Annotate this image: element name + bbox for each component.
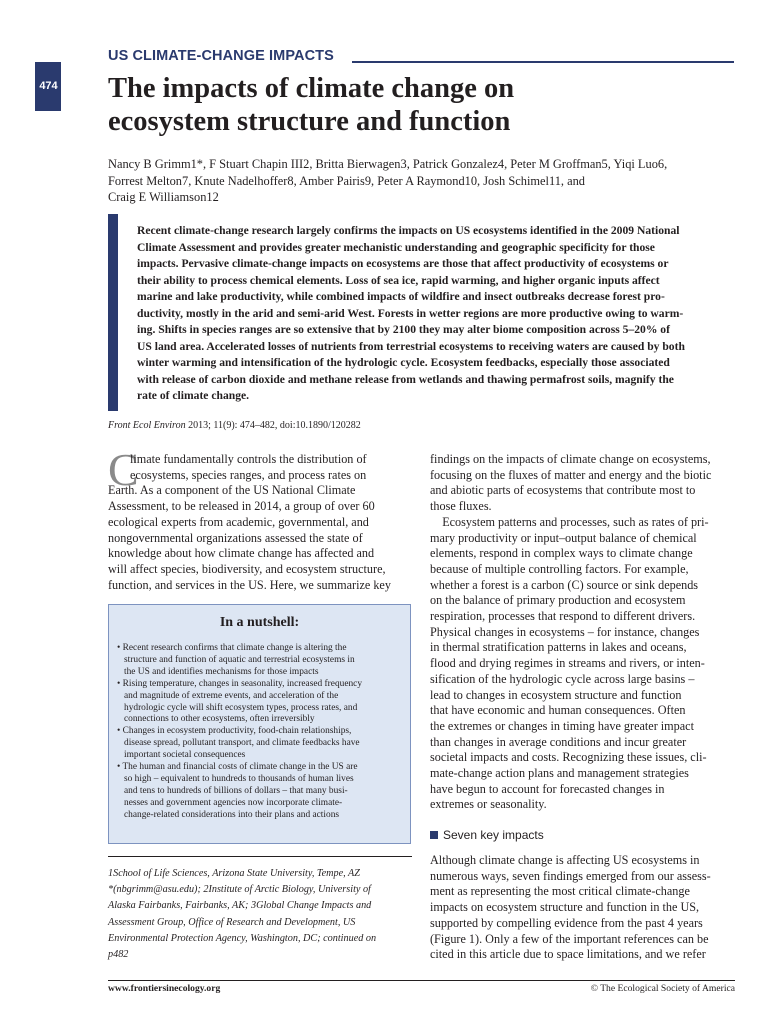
square-bullet-icon	[430, 831, 438, 839]
section-label: US CLIMATE-CHANGE IMPACTS	[108, 48, 334, 64]
body-line: cited in this article due to space limitations, and we refer	[430, 947, 706, 962]
body-line: extremes or seasonality.	[430, 797, 547, 812]
body-line: Earth. As a component of the US National Climate	[108, 483, 356, 498]
body-line: ecosystems, species ranges, and process rates on	[130, 467, 367, 482]
header-rule	[352, 61, 734, 63]
body-line: ment as representing the most critical climate-change	[430, 884, 690, 899]
nutshell-line: connections to other ecosystems, often irreversibly	[124, 714, 315, 725]
nutshell-line: • The human and financial costs of climate change in the US are	[117, 762, 358, 773]
abstract-line: Recent climate-change research largely confirms the impacts on US ecosystems identified in the 2009 National	[137, 224, 680, 237]
nutshell-line: change-related considerations into their plans and actions	[124, 809, 340, 820]
abstract-bar	[108, 214, 118, 411]
body-line: mate-change action plans and management strategies	[430, 766, 689, 781]
body-line: function, and services in the US. Here, we summarize key	[108, 577, 391, 592]
affiliation-line: p482	[108, 949, 129, 961]
abstract-line: Climate Assessment and provides greater mechanistic understanding and geographic specificity for those	[137, 240, 655, 254]
abstract-line: impacts. Pervasive climate-change impacts on ecosystems are those that affect productivity of ecosystems or	[137, 257, 669, 270]
body-line: findings on the impacts of climate change on ecosystems,	[430, 452, 711, 466]
footer-website-link[interactable]: www.frontiersinecology.org	[108, 983, 221, 994]
nutshell-line: • Rising temperature, changes in seasonality, increased frequency	[117, 678, 363, 689]
nutshell-box	[108, 604, 411, 844]
body-line: Physical changes in ecosystems – for instance, changes	[430, 624, 700, 639]
body-line: than changes in average conditions and incur greater	[430, 734, 687, 749]
abstract-line: ing. Shifts in species ranges are so extensive that by 2100 they may alter biome composition across 5–20% of	[137, 323, 670, 336]
affiliation-line: 1School of Life Sciences, Arizona State University, Tempe, AZ	[108, 868, 360, 879]
page-number: 474	[39, 80, 58, 92]
citation-details: 2013; 11(9): 474–482, doi:10.1890/120282	[185, 420, 361, 431]
body-line: have begun to account for forecasted changes in	[430, 781, 665, 796]
section-heading	[430, 828, 544, 842]
title-line: The impacts of climate change on	[108, 73, 515, 104]
abstract-line: marine and lake productivity, while combined impacts of wildfire and insect outbreaks decrease forest pro-	[137, 290, 665, 303]
body-line: supported by compelling evidence from the past 4 years	[430, 915, 703, 930]
abstract-line: ductivity, mostly in the arid and semi-arid West. Forests in wetter regions are more productive owing to warm-	[137, 306, 684, 320]
nutshell-line: so high – equivalent to hundreds to thousands of human lives	[124, 773, 354, 784]
section-heading-text: Seven key impacts	[443, 828, 544, 842]
nutshell-list	[117, 643, 407, 822]
body-line: and abiotic parts of ecosystems that contribute most to	[430, 483, 696, 498]
body-line: Ecosystem patterns and processes, such as rates of pri-	[430, 514, 709, 529]
body-line: those fluxes.	[430, 499, 492, 514]
body-line: flood and drying regimes in streams and rivers, or inten-	[430, 656, 705, 671]
body-line: in thermal stratification patterns in lakes and oceans,	[430, 640, 687, 655]
body-line: elements, respond in complex ways to climate change	[430, 546, 693, 561]
abstract-line: their ability to process chemical elements. Loss of sea ice, rapid warming, and higher organic inputs affect	[137, 273, 660, 287]
body-line: lead to changes in ecosystem structure and function	[430, 687, 682, 702]
body-line: on the balance of primary production and ecosystem	[430, 593, 686, 608]
body-line: focusing on the fluxes of matter and energy and the biotic	[430, 467, 712, 482]
abstract-line: winter warming and intensification of the hydrologic cycle. Ecosystem feedbacks, especially those associated	[137, 356, 670, 369]
nutshell-line: • Changes in ecosystem productivity, food-chain relationships,	[117, 726, 352, 737]
nutshell-line: and tens to hundreds of billions of dollars – that many busi-	[124, 785, 348, 796]
left-column-text	[108, 444, 412, 593]
citation	[108, 420, 361, 431]
body-line: impacts on ecosystem structure and function in the US,	[430, 900, 700, 915]
drop-cap: C	[108, 444, 139, 495]
body-line: sification of the hydrologic cycle across large basins –	[430, 671, 695, 686]
body-line: nongovernmental organizations assessed the state of	[108, 530, 363, 545]
body-line: mary productivity or input–output balance of chemical	[430, 530, 697, 545]
journal-name: Front Ecol Environ	[108, 420, 186, 431]
footer-rule	[108, 980, 735, 981]
body-line: because of multiple controlling factors. For example,	[430, 561, 689, 576]
nutshell-line: important societal consequences	[124, 750, 246, 761]
body-line: (Figure 1). Only a few of the important references can be	[430, 931, 709, 946]
body-line: Although climate change is affecting US ecosystems in	[430, 853, 700, 867]
author-line: Nancy B Grimm1*, F Stuart Chapin III2, Britta Bierwagen3, Patrick Gonzalez4, Peter M Groffman5, Yiqi Luo6,	[108, 157, 668, 171]
nutshell-line: disease spread, pollutant transport, and climate feedbacks have	[124, 738, 360, 749]
body-line: that have economic and human consequences. Often	[430, 703, 686, 718]
body-line: respiration, processes that respond to different drivers.	[430, 609, 696, 624]
affiliation-line: Alaska Fairbanks, Fairbanks, AK; 3Global Change Impacts and	[108, 900, 372, 912]
author-line: Forrest Melton7, Knute Nadelhoffer8, Amber Pairis9, Peter A Raymond10, Josh Schimel11, and	[108, 173, 585, 188]
affiliations	[108, 866, 412, 963]
nutshell-line: • Recent research confirms that climate change is altering the	[117, 643, 347, 653]
title-line: ecosystem structure and function	[108, 106, 511, 137]
nutshell-title: In a nutshell:	[219, 615, 300, 630]
nutshell-line: nesses and government agencies now incorporate climate-	[124, 797, 343, 808]
right-column-text	[430, 452, 736, 813]
article-title	[108, 72, 738, 138]
body-line: Assessment, to be released in 2014, a group of over 60	[108, 499, 375, 514]
affiliation-line: Environmental Protection Agency, Washington, DC; continued on	[108, 932, 377, 944]
body-line: whether a forest is a carbon (C) source or sink depends	[430, 577, 699, 592]
abstract	[137, 223, 735, 405]
nutshell-line: the US and identifies mechanisms for those impacts	[124, 666, 319, 677]
section-body	[430, 853, 736, 963]
body-line: ecological experts from academic, governmental, and	[108, 514, 369, 529]
abstract-line: rate of climate change.	[137, 389, 250, 402]
nutshell-line: structure and function of aquatic and terrestrial ecosystems in	[124, 654, 355, 665]
body-line: societal impacts and costs. Recognizing these issues, cli-	[430, 750, 707, 765]
body-line: will affect species, biodiversity, and ecosystem structure,	[108, 561, 386, 576]
nutshell-line: hydrologic cycle will shift ecosystem types, process rates, and	[124, 702, 358, 713]
abstract-line: with release of carbon dioxide and methane release from wetlands and thawing permafrost soils, magnify the	[137, 372, 674, 386]
affiliation-line: Assessment Group, Office of Research and Development, US	[108, 916, 356, 928]
author-line: Craig E Williamson12	[108, 190, 219, 204]
affiliation-line: *(nbgrimm@asu.edu); 2Institute of Arctic Biology, University of	[108, 884, 371, 896]
footer-copyright: © The Ecological Society of America	[590, 983, 735, 994]
author-list	[108, 156, 738, 206]
body-line: numerous ways, seven findings emerged from our assess-	[430, 868, 711, 883]
body-line: the extremes or changes in timing have greater impact	[430, 718, 694, 733]
abstract-line: US land area. Accelerated losses of nutrients from terrestrial ecosystems to receiving waters are caused by both	[137, 339, 685, 353]
affiliation-rule	[108, 856, 412, 857]
body-line: limate fundamentally controls the distribution of	[130, 452, 367, 466]
nutshell-line: and magnitude of extreme events, and acceleration of the	[124, 690, 339, 701]
body-line: knowledge about how climate change has affected and	[108, 546, 375, 561]
